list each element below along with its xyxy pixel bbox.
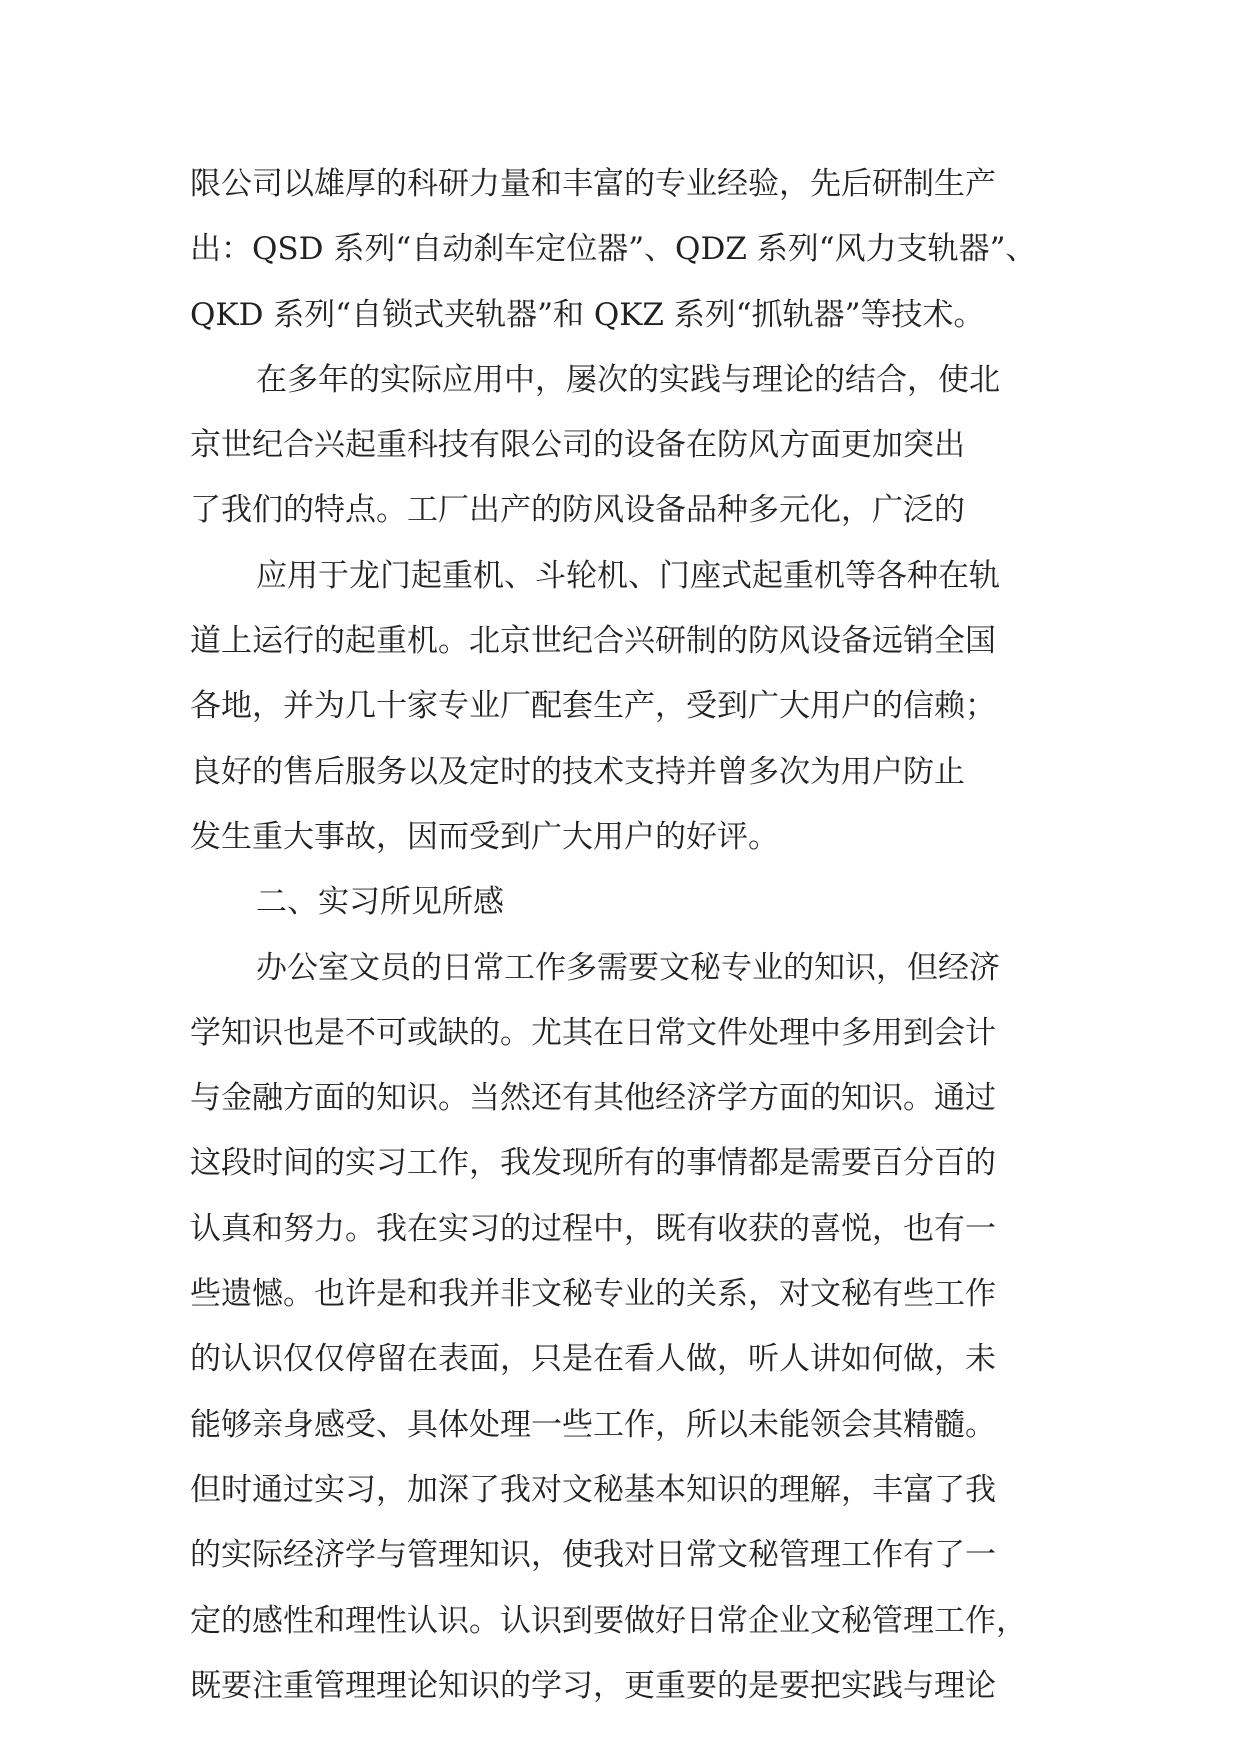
text-line: 既要注重管理理论知识的学习，更重要的是要把实践与理论 [190,1667,996,1704]
text-line: 发生重大事故，因而受到广大用户的好评。 [190,818,779,855]
text-line: 限公司以雄厚的科研力量和丰富的专业经验，先后研制生产 [190,166,996,202]
text-line: 定的感性和理性认识。认识到要做好日常企业文秘管理工作， [190,1602,1027,1639]
text-line: 应用于龙门起重机、斗轮机、门座式起重机等各种在轨 [256,557,1000,594]
text-line: 出：QSD 系列“自动刹车定位器”、QDZ 系列“风力支轨器”、 [190,231,1037,268]
text-line: 各地，并为几十家专业厂配套生产，受到广大用户的信赖； [190,688,996,725]
text-line: 京世纪合兴起重科技有限公司的设备在防风方面更加突出 [190,427,965,464]
text-line: 在多年的实际应用中，屡次的实践与理论的结合，使北 [256,361,1000,398]
text-line: 这段时间的实习工作，我发现所有的事情都是需要百分百的 [190,1145,996,1182]
text-line: 与金融方面的知识。当然还有其他经济学方面的知识。通过 [190,1080,996,1117]
text-line: 能够亲身感受、具体处理一些工作，所以未能领会其精髓。 [190,1406,996,1443]
text-line: 的实际经济学与管理知识，使我对日常文秘管理工作有了一 [190,1537,996,1574]
text-line: 良好的售后服务以及定时的技术支持并曾多次为用户防止 [190,753,965,790]
text-line: 认真和努力。我在实习的过程中，既有收获的喜悦，也有一 [190,1210,996,1247]
text-line: 道上运行的起重机。北京世纪合兴研制的防风设备远销全国 [190,623,996,660]
text-line: 办公室文员的日常工作多需要文秘专业的知识，但经济 [256,949,1000,986]
text-line: 的认识仅仅停留在表面，只是在看人做，听人讲如何做，未 [190,1341,996,1378]
text-line: 些遗憾。也许是和我并非文秘专业的关系，对文秘有些工作 [190,1276,996,1313]
text-line: 了我们的特点。工厂出产的防风设备品种多元化，广泛的 [190,492,965,529]
body-text [190,152,1070,1719]
text-line: QKD 系列“自锁式夹轨器”和 QKZ 系列“抓轨器”等技术。 [190,296,985,333]
text-line: 但时通过实习，加深了我对文秘基本知识的理解，丰富了我 [190,1471,996,1508]
section-heading: 二、实习所见所感 [256,884,504,921]
text-line: 学知识也是不可或缺的。尤其在日常文件处理中多用到会计 [190,1014,996,1051]
